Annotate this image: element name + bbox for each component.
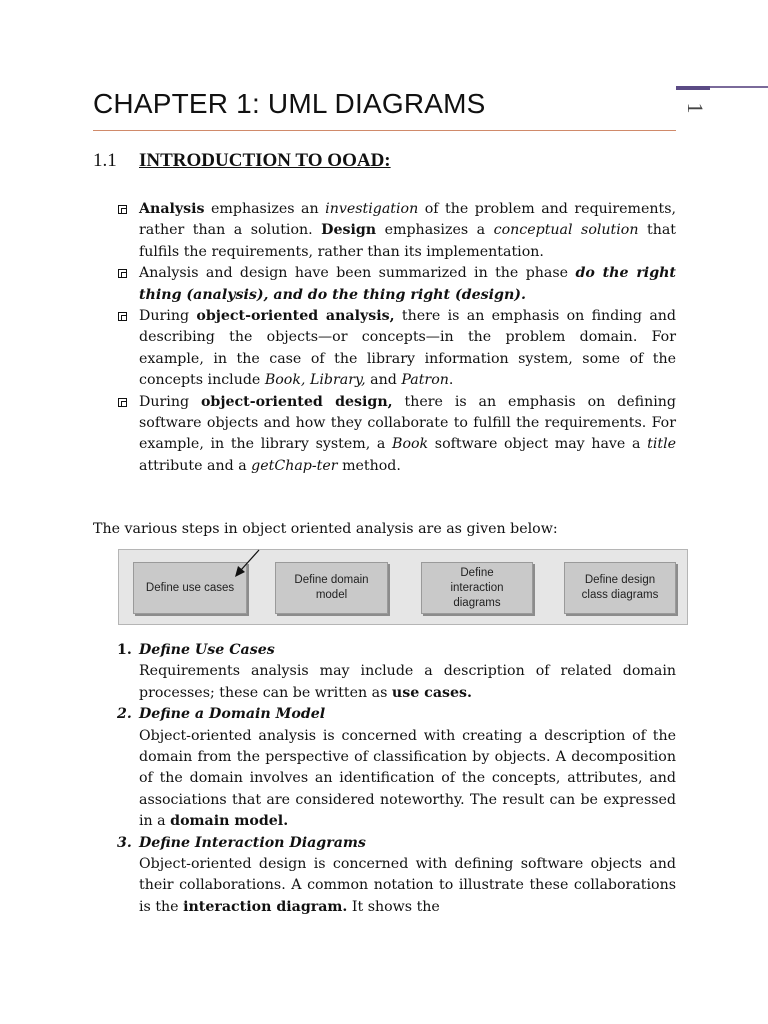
item-heading xyxy=(117,704,676,725)
text: emphasizes an xyxy=(204,201,326,217)
checkbox-bullet-icon xyxy=(118,269,127,278)
item-title: Define Use Cases xyxy=(139,642,275,658)
concept-getchapter: getChap-ter xyxy=(251,457,338,474)
title-underline xyxy=(93,130,676,131)
item-heading xyxy=(117,833,676,854)
step-label: interaction xyxy=(450,581,504,594)
concept-book-library: Book, Library, xyxy=(264,372,366,389)
bullet-list xyxy=(117,199,676,477)
text: It shows the xyxy=(347,898,440,915)
item-number: 2. xyxy=(117,706,132,723)
item-title: Define a Domain Model xyxy=(139,706,326,723)
list-item-use-cases xyxy=(117,640,676,704)
page-number: 1 xyxy=(683,102,708,114)
text: Requirements analysis may include a description of related domain processes; these can be written as xyxy=(139,663,676,701)
item-body xyxy=(117,854,676,918)
term-domain-model: domain model. xyxy=(170,813,289,830)
phrase-do-the-right-thing: do the right thing (analysis), and do the thing right (design). xyxy=(139,265,676,303)
step-label: Define design xyxy=(584,574,656,586)
pointer-arrow-icon xyxy=(119,550,689,626)
steps-diagram xyxy=(118,549,688,625)
checkbox-bullet-icon xyxy=(118,398,127,407)
section-number: 1.1 xyxy=(93,150,117,171)
item-body xyxy=(117,726,676,833)
list-item-interaction-diagrams xyxy=(117,833,676,919)
item-body xyxy=(117,661,676,704)
term-design: Design xyxy=(321,222,377,239)
step-label: diagrams xyxy=(453,596,501,609)
item-number: 3. xyxy=(117,834,132,851)
section-heading xyxy=(93,150,391,172)
term-ood: object-oriented design, xyxy=(200,393,393,410)
term-analysis: Analysis xyxy=(139,201,205,217)
term-use-cases: use cases. xyxy=(391,684,472,701)
text: of the problem and requirements, rather than a solution. xyxy=(139,201,676,239)
text: that fulfils the requirements, rather than its implementation. xyxy=(139,222,676,260)
step-label: model xyxy=(315,589,348,601)
text: Object-oriented design is concerned with defining software objects and their collaborations. A common notation to illustrate these collaborations is the xyxy=(139,856,676,915)
step-label: Define use cases xyxy=(145,581,235,594)
concept-patron: Patron xyxy=(401,372,449,389)
step-label: class diagrams xyxy=(581,589,659,601)
term-conceptual-solution: conceptual solution xyxy=(493,222,639,239)
term-ooa: object-oriented analysis, xyxy=(196,308,395,325)
text: During xyxy=(139,308,197,325)
bullet-item-analysis xyxy=(117,199,676,263)
concept-book: Book xyxy=(392,436,429,453)
term-interaction-diagram: interaction diagram. xyxy=(183,898,348,915)
text: attribute and a xyxy=(139,457,252,474)
item-title: Define Interaction Diagrams xyxy=(139,834,366,851)
text: . xyxy=(448,372,454,389)
section-title: INTRODUCTION TO OOAD: xyxy=(139,150,391,171)
bullet-item-ooa xyxy=(117,306,676,392)
item-number: 1. xyxy=(117,642,132,658)
text: there is an emphasis on defining software objects and how they collaborate to fulfill the requirements. For example, in the library system, a xyxy=(139,393,677,453)
step-label: Define xyxy=(460,566,494,579)
text: software object may have a xyxy=(428,436,648,453)
concept-title: title xyxy=(647,436,676,453)
steps-list xyxy=(117,640,676,918)
step-label: Define domain xyxy=(294,574,369,586)
text: there is an emphasis on finding and describing the objects—or concepts—in the problem domain. For example, in the case of the library information system, some of the concepts include xyxy=(139,308,677,389)
steps-intro: The various steps in object oriented analysis are as given below: xyxy=(93,521,558,537)
text: Analysis and design have been summarized in the phase xyxy=(139,265,576,282)
bullet-item-ood xyxy=(117,392,676,478)
text: method. xyxy=(337,457,401,474)
term-investigation: investigation xyxy=(325,201,419,217)
item-heading xyxy=(117,640,676,661)
text: During xyxy=(139,393,201,410)
checkbox-bullet-icon xyxy=(118,205,127,214)
text: Object-oriented analysis is concerned with creating a description of the domain from the perspective of classification by objects. A decomposition of the domain involves an identification of the concepts, attributes, and associations that are considered noteworthy. The result can be expressed in a xyxy=(139,727,676,830)
page-number-accent xyxy=(676,86,710,90)
checkbox-bullet-icon xyxy=(118,312,127,321)
chapter-title: CHAPTER 1: UML DIAGRAMS xyxy=(93,88,486,119)
text: emphasizes a xyxy=(376,222,494,239)
bullet-item-summary xyxy=(117,263,676,306)
text: and xyxy=(365,372,402,389)
list-item-domain-model xyxy=(117,704,676,832)
